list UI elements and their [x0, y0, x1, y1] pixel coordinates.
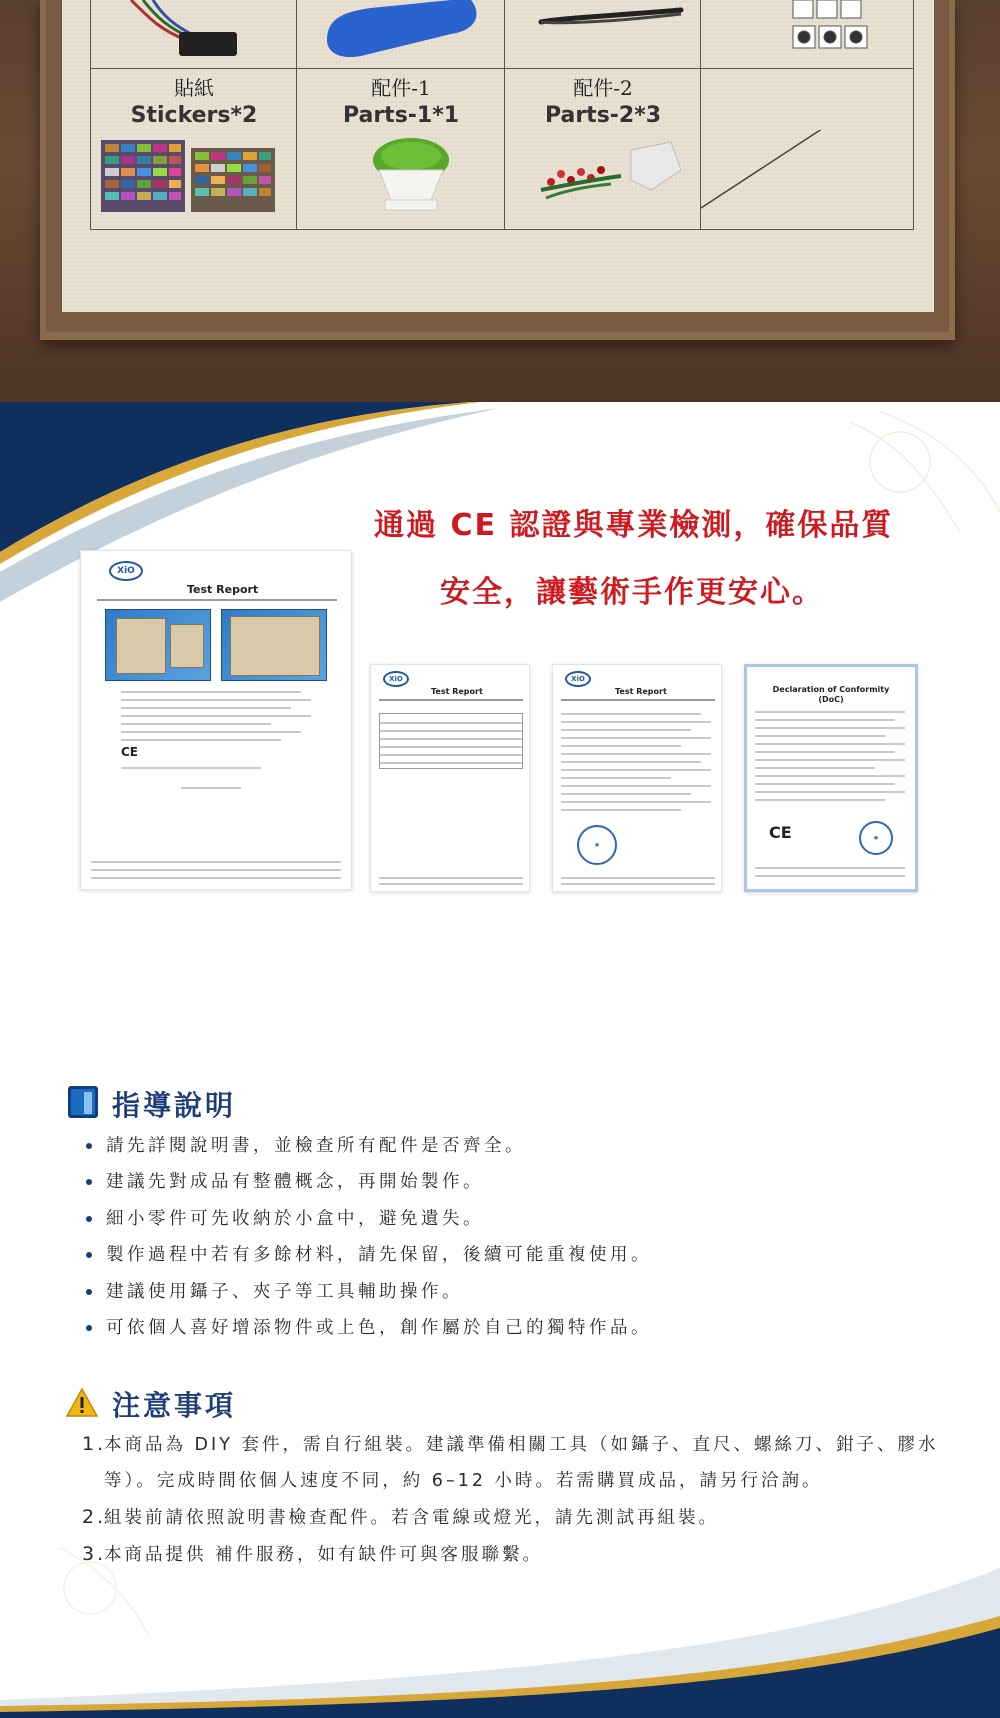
bottom-wave-decoration: [0, 1528, 1000, 1718]
parts-board-section: [0, 0, 1000, 402]
doc4-stamp: ★: [859, 821, 893, 855]
blue-tape-image: [327, 0, 476, 57]
parts1-label-zh: 配件-1: [371, 76, 431, 100]
parts-row1-images: [91, 0, 915, 68]
parts1-label-en: Parts-1*1: [342, 103, 460, 128]
instruction-item: 建議先對成品有整體概念，再開始製作。: [82, 1164, 652, 1200]
product-photo-1: [105, 609, 211, 681]
instruction-item: 製作過程中若有多餘材料，請先保留，後續可能重複使用。: [82, 1237, 652, 1273]
official-stamp: ★: [577, 825, 617, 865]
certification-headline-line2: 安全，讓藝術手作更安心。: [440, 575, 824, 610]
stickers-label-zh: 貼紙: [174, 76, 214, 100]
parts2-label-zh: 配件-2: [573, 76, 633, 100]
instruction-item: 可依個人喜好增添物件或上色，創作屬於自己的獨特作品。: [82, 1310, 652, 1346]
warning-icon: [66, 1388, 98, 1418]
doc4-ce-mark: CE: [769, 823, 792, 842]
instruction-item: 細小零件可先收納於小盒中，避免遺失。: [82, 1201, 652, 1237]
book-icon: [68, 1086, 98, 1118]
doc1-title: Test Report: [187, 583, 259, 596]
sticker-sheets-image: [101, 140, 275, 212]
lab-logo: XiO: [109, 561, 143, 581]
stickers-label-en: Stickers*2: [130, 103, 258, 128]
notice-item-2: 2.組裝前請依照說明書檢查配件。若含電線或燈光，請先測試再組裝。: [82, 1506, 719, 1528]
certification-headline-line1: 通過 CE 認證與專業檢測，確保品質: [374, 508, 894, 543]
test-report-document-2: [370, 664, 530, 892]
parts-row-divider: [91, 68, 913, 69]
lab-logo-3: XiO: [565, 671, 591, 687]
stamp-icons-image: [793, 0, 867, 48]
berries-and-vase-image: [541, 142, 681, 198]
instructions-title: 指導說明: [112, 1089, 237, 1122]
notice-item-3: 3.本商品提供 補件服務，如有缺件可與客服聯繫。: [82, 1543, 544, 1565]
notice-item-1-continued: 等）。完成時間依個人速度不同，約 6–12 小時。若需購買成品，請另行洽詢。: [104, 1471, 823, 1491]
certificates-section: [0, 402, 1000, 1022]
product-photo-2: [221, 609, 327, 681]
lab-logo-2: XiO: [383, 671, 409, 687]
parts-row2-images: [91, 130, 915, 230]
potted-moss-image: [373, 138, 449, 210]
declaration-of-conformity-document: [744, 664, 918, 892]
parts-cell-stickers: [91, 72, 297, 128]
instruction-item: 請先詳閱說明書，並檢查所有配件是否齊全。: [82, 1128, 652, 1164]
parts-cell-parts2: [505, 72, 701, 128]
doc3-title: Test Report: [615, 687, 667, 696]
doc2-title: Test Report: [431, 687, 483, 696]
notice-title: 注意事項: [112, 1389, 237, 1422]
notice-section: [0, 1370, 1000, 1718]
test-report-document-1: [80, 550, 352, 890]
test-report-document-3: [552, 664, 722, 892]
instruction-item: 建議使用鑷子、夾子等工具輔助操作。: [82, 1274, 652, 1310]
tweezers-image: [541, 10, 681, 23]
parts-table: [90, 0, 914, 230]
notice-item-1: 1.本商品為 DIY 套件，需自行組裝。建議準備相關工具（如鑷子、直尺、螺絲刀、鉗子、膠水: [82, 1433, 939, 1455]
instructions-section: [0, 1070, 1000, 1370]
parts-cell-parts1: [297, 72, 505, 128]
instructions-list: [82, 1128, 652, 1346]
doc4-title: Declaration of Conformity: [772, 685, 890, 694]
doc4-subtitle: (DoC): [818, 695, 844, 704]
wires-image: [131, 0, 237, 56]
ce-mark: CE: [121, 745, 139, 759]
empty-cell-diagonal: [701, 130, 915, 208]
parts2-label-en: Parts-2*3: [544, 103, 662, 128]
doc2-results-table: [379, 713, 523, 769]
